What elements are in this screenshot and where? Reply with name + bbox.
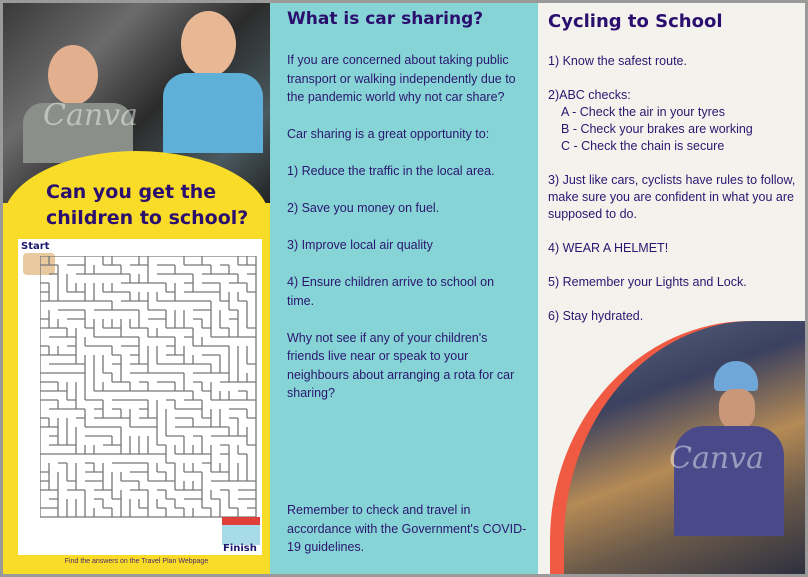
cycling-title: Cycling to School xyxy=(548,11,723,32)
maze xyxy=(18,239,262,555)
car-sharing-title: What is car sharing? xyxy=(287,9,484,29)
list-item: 4) Ensure children arrive to school on time. xyxy=(287,275,495,308)
paragraph: Why not see if any of your children's friends live near or speak to your neighbours about arranging a rota for car sharing? xyxy=(287,330,515,400)
list-item: 3) Just like cars, cyclists have rules to follow, make sure you are confident in what you are supposed to do. xyxy=(548,173,796,221)
covid-note: Remember to check and travel in accordance with the Government's COVID-19 guidelines. xyxy=(287,503,527,554)
list-item: 2) Save you money on fuel. xyxy=(287,201,440,215)
school-icon xyxy=(222,517,260,545)
list-item: 3) Improve local air quality xyxy=(287,238,433,252)
paragraph: If you are concerned about taking public transport or walking independently due to the pandemic world why not car share? xyxy=(287,53,516,104)
helmet xyxy=(714,361,758,391)
panel-maze xyxy=(3,3,270,574)
maze-grid xyxy=(40,256,258,518)
list-item: 1) Know the safest route. xyxy=(548,54,687,68)
list-item: 6) Stay hydrated. xyxy=(548,309,644,323)
footnote: Find the answers on the Travel Plan Webpage xyxy=(64,558,209,565)
list-item: 4) WEAR A HELMET! xyxy=(548,241,669,255)
list-item: 1) Reduce the traffic in the local area. xyxy=(287,164,495,178)
finish-label: Finish xyxy=(223,543,257,554)
canva-watermark: Canva xyxy=(669,441,764,476)
check-b: B - Check your brakes are working xyxy=(561,122,753,136)
panel-cycling xyxy=(538,3,805,574)
flyer xyxy=(3,3,805,574)
maze-title: Can you get the children to school? xyxy=(46,181,249,229)
cyclist-photo xyxy=(550,321,805,574)
list-item xyxy=(548,87,797,155)
panel-car-sharing xyxy=(270,3,538,574)
maze-walls xyxy=(40,256,256,517)
start-label: Start xyxy=(21,241,50,252)
paragraph: Car sharing is a great opportunity to: xyxy=(287,127,490,141)
check-c: C - Check the chain is secure xyxy=(561,139,725,153)
abc-heading: 2)ABC checks: xyxy=(548,88,631,102)
check-a: A - Check the air in your tyres xyxy=(561,105,725,119)
canva-watermark: Canva xyxy=(43,98,138,133)
list-item: 5) Remember your Lights and Lock. xyxy=(548,275,747,289)
